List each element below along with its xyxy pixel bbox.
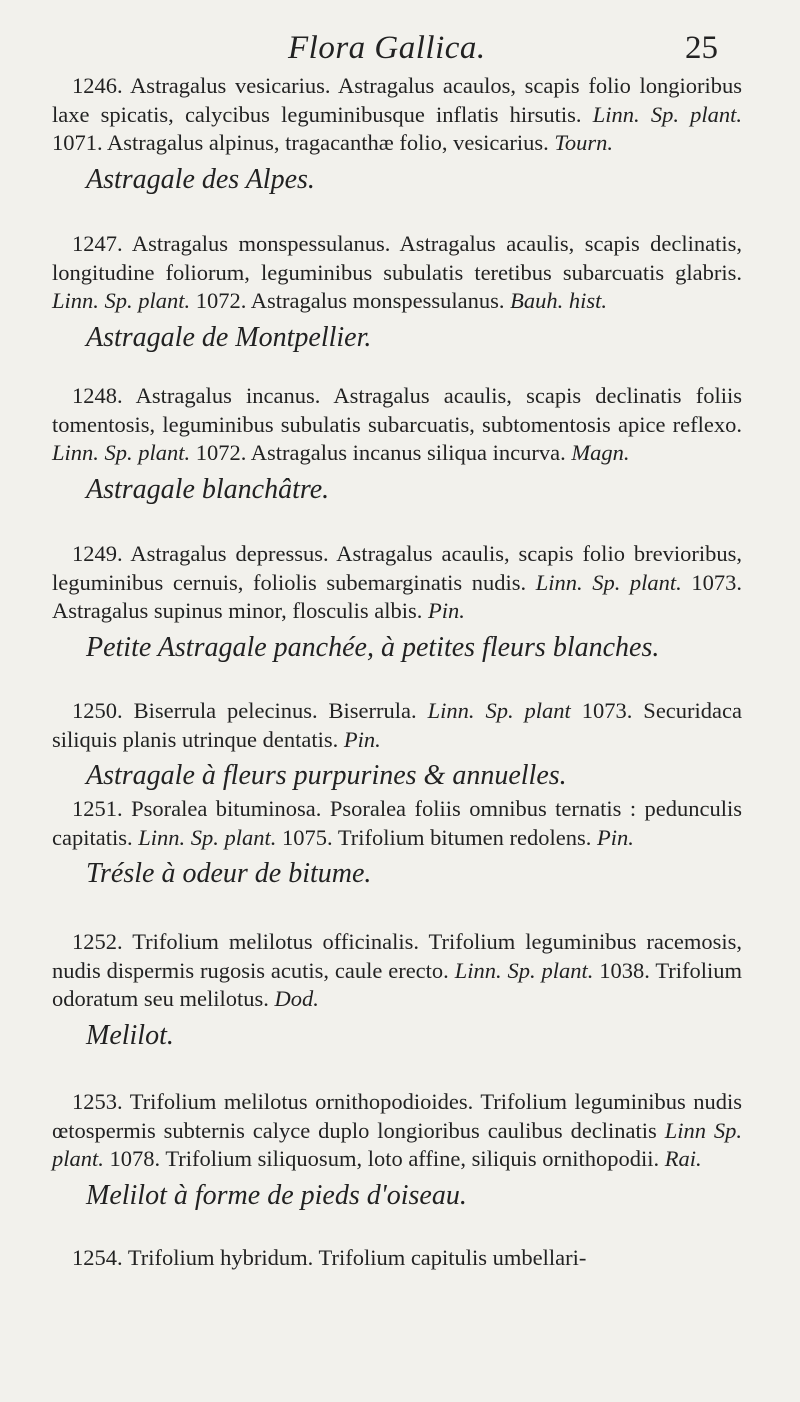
- entry-latin-text: Astragalus depressus. Astragalus acaulis, scapis folio brevioribus, leguminibus cernuis, foliolis subemarginatis nudis.: [52, 541, 742, 595]
- entry-latin-text: Biserrula pelecinus. Biserrula.: [133, 698, 417, 723]
- entry-reference: Linn Sp. plant.: [52, 1117, 742, 1171]
- entry-number: 1251.: [72, 796, 123, 821]
- entry-1246: [52, 72, 742, 197]
- entry-latin-text: 1073. Astragalus supinus minor, flosculis albis.: [52, 569, 743, 623]
- french-name: Melilot à forme de pieds d'oiseau.: [86, 1179, 467, 1211]
- entry-text: [52, 1244, 742, 1273]
- entry-reference: Pin.: [427, 598, 465, 623]
- entry-latin-text: Psoralea bituminosa. Psoralea foliis omnibus ternatis : pedunculis capitatis.: [52, 796, 742, 850]
- entry-latin-text: 1072. Astragalus incanus siliqua incurva.: [195, 440, 566, 465]
- entry-latin-text: Trifolium melilotus ornithopodioides. Trifolium leguminibus nudis œtospermis subternis calyce duplo longioribus caulibus declinatis: [52, 1089, 743, 1143]
- french-name: Astragale des Alpes.: [86, 163, 315, 195]
- entry-reference: Tourn.: [554, 130, 613, 155]
- entry-1254: [52, 1244, 742, 1273]
- entry-text: [52, 1088, 742, 1174]
- entry-reference: Linn. Sp. plant.: [52, 288, 191, 313]
- entry-reference: Linn. Sp. plant: [427, 698, 571, 723]
- entry-reference: Bauh. hist.: [510, 288, 608, 313]
- entry-number: 1252.: [72, 929, 123, 954]
- entry-1253: [52, 1088, 742, 1213]
- entry-latin-text: Astragalus incanus. Astragalus acaulis, scapis declinatis foliis tomentosis, leguminibus subulatis subarcuatis, subtomentosis apice reflexo.: [52, 383, 742, 437]
- entry-number: 1249.: [72, 541, 123, 566]
- entry-reference: Linn. Sp. plant.: [592, 101, 742, 127]
- entry-reference: Rai.: [664, 1146, 702, 1171]
- entry-latin-text: 1075. Trifolium bitumen redolens.: [282, 824, 592, 850]
- entry-number: 1253.: [72, 1089, 123, 1114]
- entry-text: [52, 928, 742, 1014]
- entry-text: [52, 382, 742, 468]
- entry-latin-text: 1071. Astragalus alpinus, tragacanthæ folio, vesicarius.: [52, 130, 549, 155]
- entry-reference: Pin.: [597, 824, 634, 850]
- entry-text: [52, 697, 742, 754]
- entry-text: [52, 795, 742, 852]
- entry-reference: Linn. Sp. plant.: [454, 957, 594, 983]
- entry-number: 1254.: [72, 1245, 123, 1270]
- entry-text: [52, 540, 742, 626]
- entry-1249: [52, 540, 742, 665]
- page-header: [0, 30, 800, 70]
- entry-number: 1250.: [72, 698, 123, 723]
- entry-text: [52, 72, 742, 158]
- entry-1251: [52, 795, 742, 891]
- entry-latin-text: Astragalus monspessulanus. Astragalus acaulis, scapis declinatis, longitudine foliorum, leguminibus subulatis teretibus subarcuatis glabris.: [52, 231, 742, 285]
- entry-1250: [52, 697, 742, 793]
- french-name: Astragale blanchâtre.: [86, 473, 330, 505]
- entry-number: 1248.: [72, 383, 123, 408]
- entry-1248: [52, 382, 742, 507]
- entry-latin-text: Trifolium hybridum. Trifolium capitulis umbellari-: [127, 1245, 587, 1270]
- entry-number: 1247.: [72, 231, 123, 256]
- french-name: Melilot.: [86, 1019, 174, 1051]
- entry-text: [52, 230, 742, 316]
- page-number: 25: [685, 30, 718, 66]
- entry-reference: Linn. Sp. plant.: [138, 824, 277, 850]
- entry-latin-text: Trifolium melilotus officinalis. Trifolium leguminibus racemosis, nudis dispermis rugosis acutis, caule erecto.: [52, 929, 742, 983]
- entry-latin-text: 1072. Astragalus monspessulanus.: [195, 288, 505, 313]
- french-name: Petite Astragale panchée, à petites fleurs blanches.: [86, 631, 660, 663]
- french-name: Astragale à fleurs purpurines & annuelles.: [86, 760, 567, 791]
- entry-1252: [52, 928, 742, 1053]
- entry-1247: [52, 230, 742, 355]
- entry-reference: Magn.: [571, 440, 630, 465]
- entry-number: 1246.: [72, 73, 123, 98]
- entry-reference: Linn. Sp. plant.: [535, 569, 682, 595]
- entry-latin-text: 1038. Trifolium odoratum seu melilotus.: [52, 957, 743, 1011]
- entry-latin-text: Astragalus vesicarius. Astragalus acaulos, scapis folio longioribus laxe spicatis, calycibus leguminibusque inflatis hirsutis.: [52, 73, 742, 127]
- french-name: Trésle à odeur de bitume.: [86, 858, 372, 889]
- entry-latin-text: 1078. Trifolium siliquosum, loto affine, siliquis ornithopodii.: [109, 1146, 660, 1171]
- entry-reference: Pin.: [343, 726, 381, 752]
- entry-reference: Dod.: [274, 986, 319, 1011]
- entry-reference: Linn. Sp. plant.: [52, 440, 191, 465]
- entry-latin-text: 1073. Securidaca siliquis planis utrinque dentatis.: [52, 698, 742, 752]
- french-name: Astragale de Montpellier.: [86, 321, 372, 353]
- running-title: Flora Gallica.: [288, 30, 486, 66]
